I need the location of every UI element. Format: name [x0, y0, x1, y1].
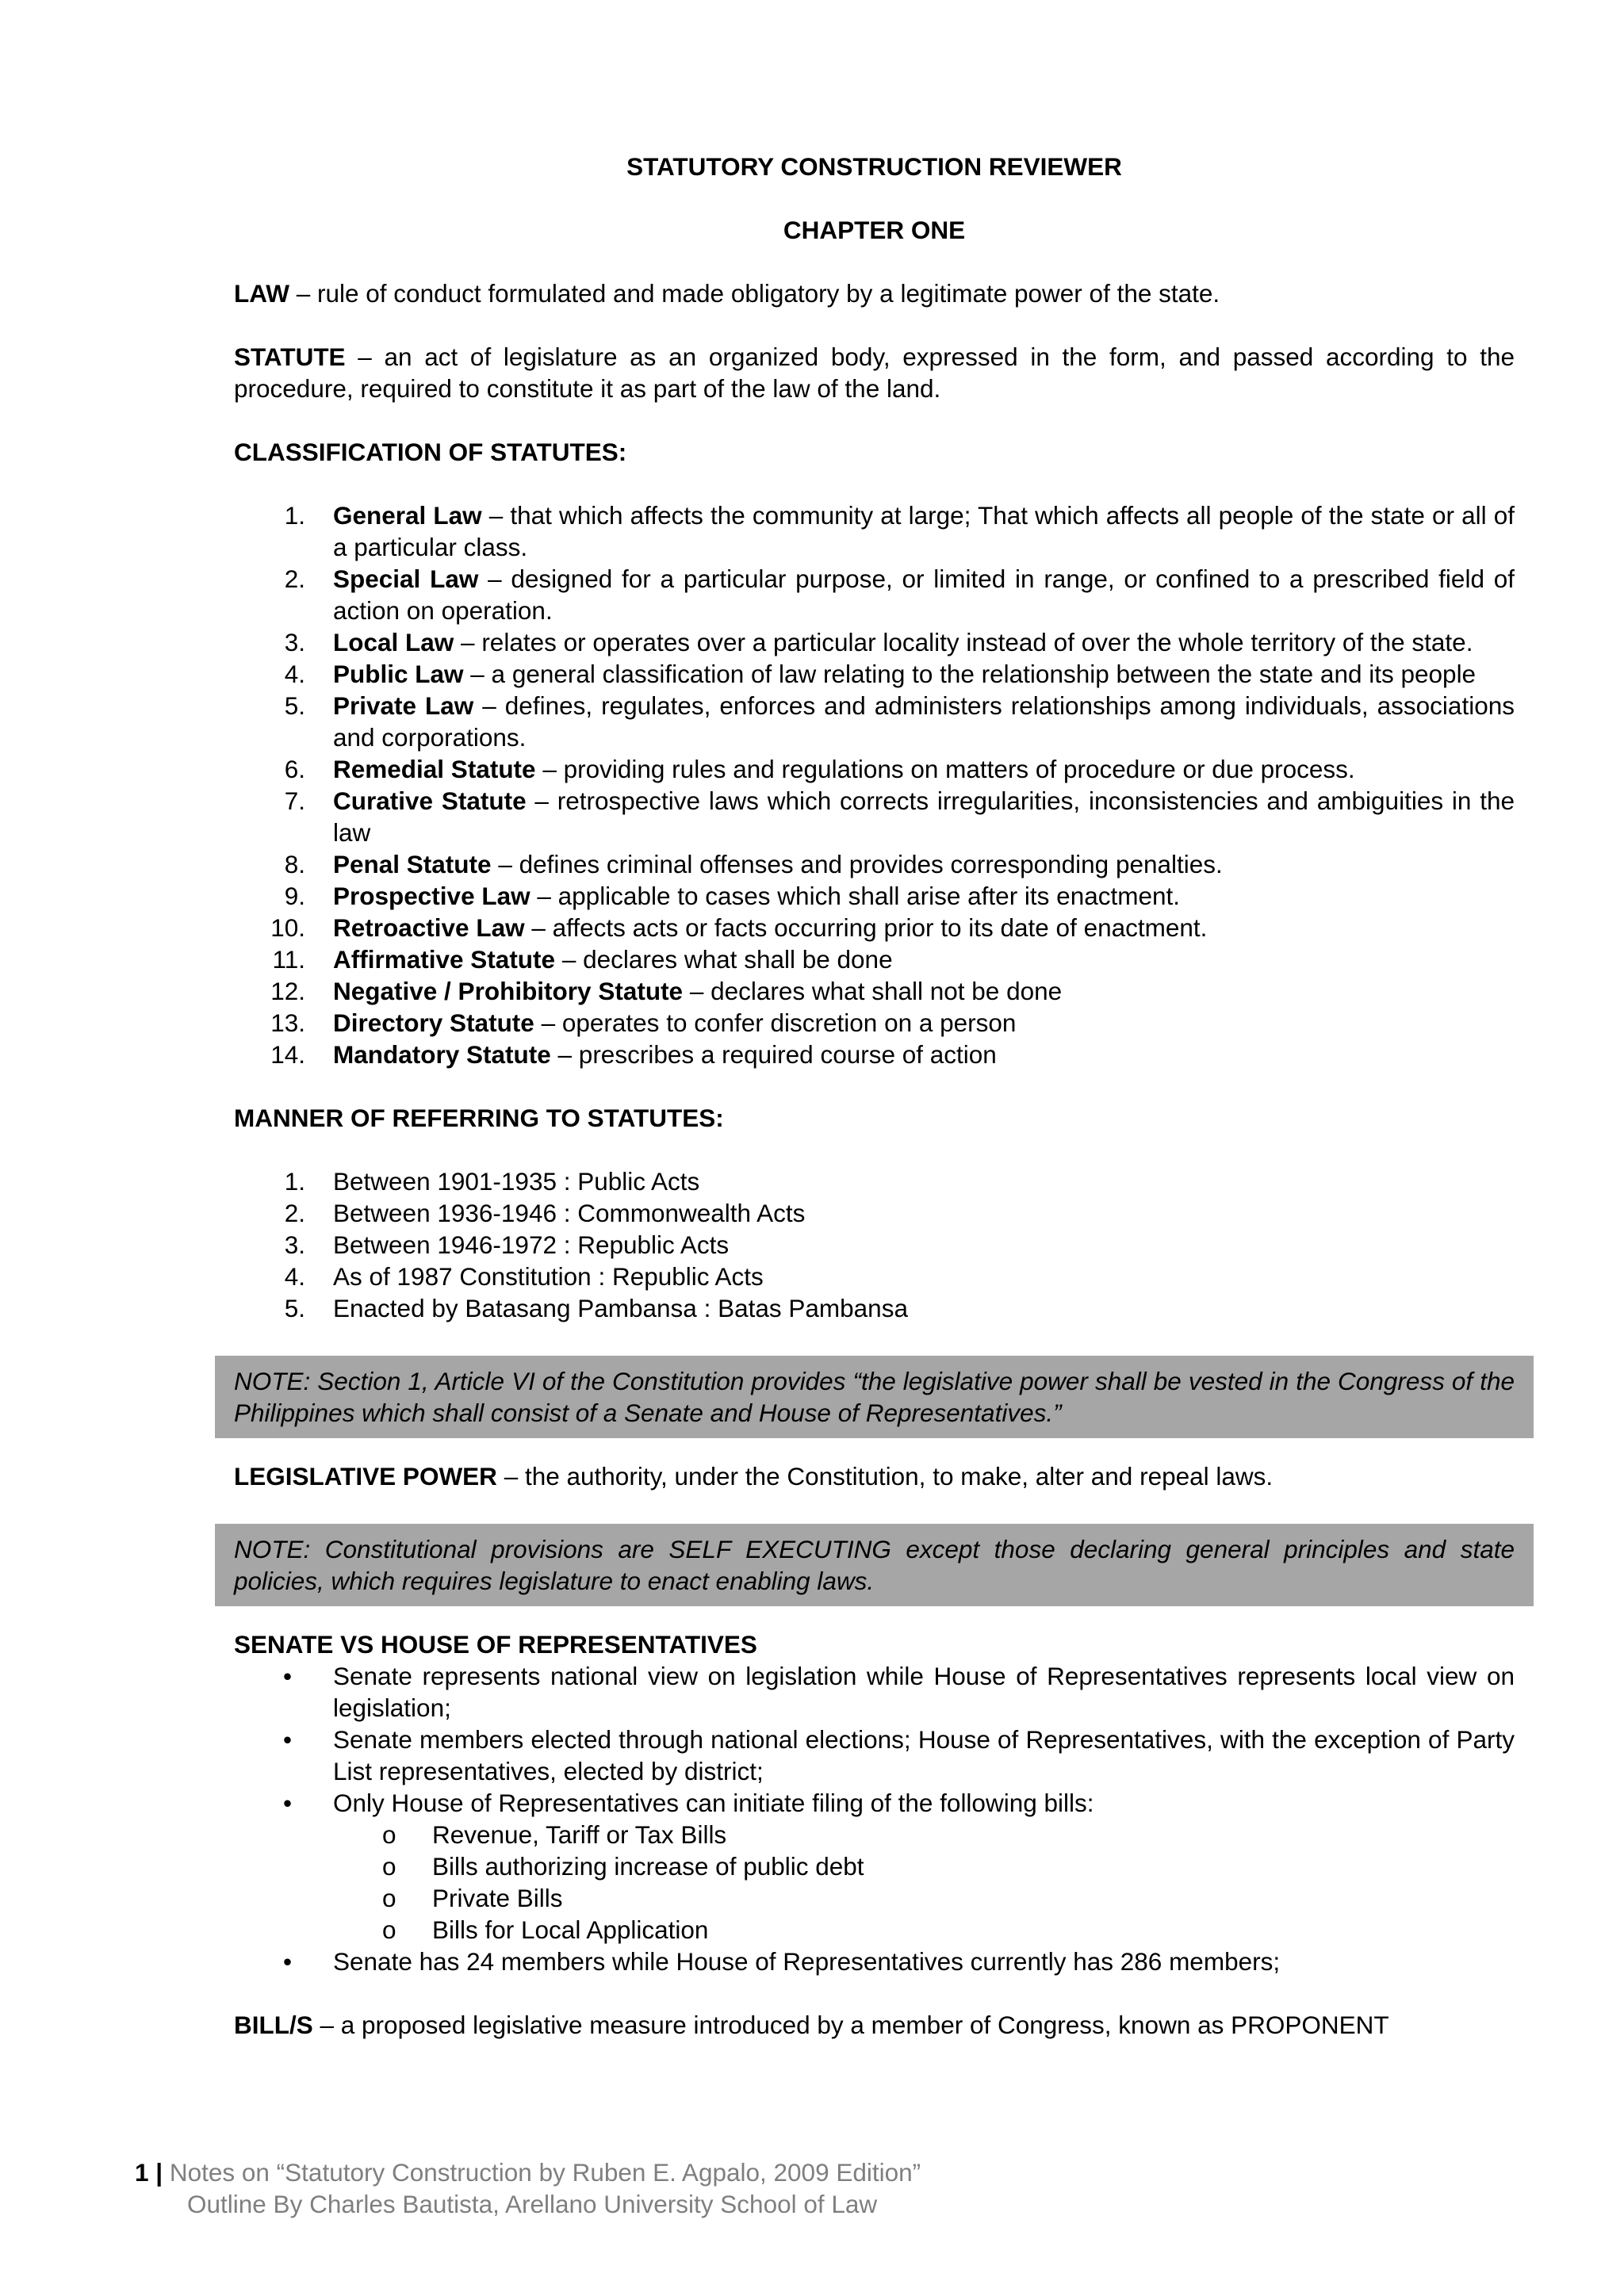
- note-constitution: NOTE: Section 1, Article VI of the Constitution provides “the legislative power shall be vested in the Congress of the Philippines which shall consist of a Senate and House of Representatives.”: [215, 1356, 1534, 1438]
- list-item: [234, 1724, 1515, 1787]
- law-def: – rule of conduct formulated and made obligatory by a legitimate power of the state.: [289, 279, 1220, 308]
- list-item: [234, 563, 1515, 626]
- list-item: [333, 1914, 1515, 1946]
- bills-sublist: [333, 1819, 1515, 1946]
- item-number: 1.: [284, 501, 305, 530]
- manner-list: [234, 1165, 1515, 1324]
- list-item: [234, 1261, 1515, 1292]
- circle-bullet-icon: o: [382, 1820, 396, 1849]
- item-number: 3.: [284, 1230, 305, 1259]
- item-number: 1.: [284, 1167, 305, 1196]
- item-text: Between 1946-1972 : Republic Acts: [333, 1230, 730, 1259]
- item-def: – defines criminal offenses and provides corresponding penalties.: [491, 850, 1223, 878]
- list-item: [234, 1660, 1515, 1724]
- list-item: [234, 1007, 1515, 1039]
- item-term: Private Law: [333, 691, 474, 720]
- list-item: [234, 943, 1515, 975]
- item-term: General Law: [333, 501, 482, 530]
- item-def: – prescribes a required course of action: [550, 1040, 997, 1069]
- item-number: 5.: [284, 1294, 305, 1322]
- item-term: Public Law: [333, 660, 464, 688]
- list-item: [234, 1946, 1515, 1977]
- item-term: Directory Statute: [333, 1008, 534, 1037]
- list-item: [234, 658, 1515, 690]
- list-item: [234, 1197, 1515, 1229]
- item-def: – operates to confer discretion on a person: [534, 1008, 1017, 1037]
- item-def: – a general classification of law relating to the relationship between the state and its people: [463, 660, 1477, 688]
- item-term: Negative / Prohibitory Statute: [333, 977, 684, 1005]
- item-def: – relates or operates over a particular locality instead of over the whole territory of the state.: [454, 628, 1473, 656]
- list-item: [234, 912, 1515, 943]
- bill-definition: [234, 2009, 1515, 2041]
- item-text: Enacted by Batasang Pambansa : Batas Pambansa: [333, 1294, 908, 1322]
- footer-line-2: Outline By Charles Bautista, Arellano University School of Law: [187, 2190, 878, 2218]
- manner-heading: MANNER OF REFERRING TO STATUTES:: [234, 1104, 724, 1132]
- item-number: 5.: [284, 691, 305, 720]
- item-text: Between 1901-1935 : Public Acts: [333, 1167, 700, 1196]
- senate-heading: SENATE VS HOUSE OF REPRESENTATIVES: [234, 1630, 757, 1659]
- bullet-icon: •: [283, 1789, 293, 1817]
- item-number: 9.: [284, 882, 305, 910]
- statute-definition: [234, 341, 1515, 404]
- sub-item-text: Private Bills: [432, 1884, 563, 1912]
- item-def: – retrospective laws which corrects irregularities, inconsistencies and ambiguities in the law: [333, 786, 1515, 847]
- footer-source: Notes on “Statutory Construction by Ruben E. Agpalo, 2009 Edition”: [163, 2158, 921, 2187]
- item-term: Prospective Law: [333, 882, 530, 910]
- page-footer: [135, 2156, 921, 2220]
- item-number: 12.: [270, 977, 305, 1005]
- item-def: – declares what shall not be done: [683, 977, 1063, 1005]
- bullet-text: Senate has 24 members while House of Representatives currently has 286 members;: [333, 1947, 1281, 1976]
- item-number: 6.: [284, 755, 305, 783]
- legislative-power-def: – the authority, under the Constitution, to make, alter and repeal laws.: [496, 1462, 1274, 1490]
- item-number: 14.: [270, 1040, 305, 1069]
- list-item: [234, 1787, 1515, 1946]
- item-def: – providing rules and regulations on matters of procedure or due process.: [535, 755, 1355, 783]
- bullet-text: Senate members elected through national elections; House of Representatives, with the exception of Party List representatives, elected by district;: [333, 1725, 1515, 1785]
- item-number: 4.: [284, 1262, 305, 1291]
- list-item: [333, 1882, 1515, 1914]
- classification-heading: CLASSIFICATION OF STATUTES:: [234, 438, 627, 466]
- list-item: [234, 785, 1515, 848]
- item-number: 2.: [284, 564, 305, 593]
- document-page: [234, 151, 1515, 2072]
- law-definition: [234, 277, 1515, 309]
- sub-item-text: Bills for Local Application: [432, 1915, 709, 1944]
- list-item: [234, 753, 1515, 785]
- list-item: [333, 1819, 1515, 1850]
- item-term: Mandatory Statute: [333, 1040, 551, 1069]
- footer-line-1: [135, 2156, 921, 2188]
- legislative-power-term: LEGISLATIVE POWER: [234, 1462, 497, 1490]
- senate-list: [234, 1660, 1515, 1977]
- item-term: Affirmative Statute: [333, 945, 556, 974]
- page-number: 1 |: [135, 2158, 163, 2187]
- document-title: STATUTORY CONSTRUCTION REVIEWER: [626, 152, 1122, 181]
- list-item: [234, 1039, 1515, 1070]
- list-item: [234, 1165, 1515, 1197]
- chapter-title: CHAPTER ONE: [783, 216, 966, 244]
- law-term: LAW: [234, 279, 289, 308]
- item-term: Penal Statute: [333, 850, 492, 878]
- list-item: [234, 975, 1515, 1007]
- item-number: 2.: [284, 1199, 305, 1227]
- sub-item-text: Bills authorizing increase of public debt: [432, 1852, 864, 1881]
- bullet-text: Only House of Representatives can initiate filing of the following bills:: [333, 1789, 1094, 1817]
- item-text: Between 1936-1946 : Commonwealth Acts: [333, 1199, 806, 1227]
- legislative-power-definition: [234, 1460, 1515, 1492]
- item-def: – applicable to cases which shall arise after its enactment.: [530, 882, 1181, 910]
- bill-term: BILL/S: [234, 2011, 313, 2039]
- bullet-text: Senate represents national view on legislation while House of Representatives represents local view on legislation;: [333, 1662, 1515, 1722]
- circle-bullet-icon: o: [382, 1915, 396, 1944]
- item-number: 11.: [272, 945, 305, 974]
- classification-list: [234, 499, 1515, 1070]
- item-term: Special Law: [333, 564, 479, 593]
- item-def: – that which affects the community at large; That which affects all people of the state or all of a particular class.: [333, 501, 1515, 561]
- item-number: 10.: [270, 913, 305, 942]
- circle-bullet-icon: o: [382, 1852, 396, 1881]
- bullet-icon: •: [283, 1947, 293, 1976]
- item-def: – defines, regulates, enforces and administers relationships among individuals, associations and corporations.: [333, 691, 1515, 752]
- list-item: [234, 626, 1515, 658]
- item-term: Remedial Statute: [333, 755, 536, 783]
- bullet-icon: •: [283, 1725, 293, 1754]
- list-item: [234, 499, 1515, 563]
- list-item: [333, 1850, 1515, 1882]
- circle-bullet-icon: o: [382, 1884, 396, 1912]
- item-def: – designed for a particular purpose, or limited in range, or confined to a prescribed field of action on operation.: [333, 564, 1515, 625]
- statute-term: STATUTE: [234, 342, 346, 371]
- item-term: Curative Statute: [333, 786, 527, 815]
- item-number: 7.: [284, 786, 305, 815]
- item-number: 4.: [284, 660, 305, 688]
- item-number: 8.: [284, 850, 305, 878]
- statute-def: – an act of legislature as an organized body, expressed in the form, and passed according to the procedure, required to constitute it as part of the law of the land.: [234, 342, 1515, 403]
- list-item: [234, 690, 1515, 753]
- list-item: [234, 1229, 1515, 1261]
- bullet-icon: •: [283, 1662, 293, 1690]
- list-item: [234, 848, 1515, 880]
- item-def: – declares what shall be done: [555, 945, 893, 974]
- item-def: – affects acts or facts occurring prior to its date of enactment.: [524, 913, 1208, 942]
- bill-def: – a proposed legislative measure introduced by a member of Congress, known as PROPONENT: [312, 2011, 1389, 2039]
- list-item: [234, 1292, 1515, 1324]
- list-item: [234, 880, 1515, 912]
- item-number: 13.: [270, 1008, 305, 1037]
- item-text: As of 1987 Constitution : Republic Acts: [333, 1262, 764, 1291]
- item-term: Local Law: [333, 628, 454, 656]
- sub-item-text: Revenue, Tariff or Tax Bills: [432, 1820, 727, 1849]
- item-number: 3.: [284, 628, 305, 656]
- note-self-executing: NOTE: Constitutional provisions are SELF EXECUTING except those declaring general principles and state policies, which requires legislature to enact enabling laws.: [215, 1524, 1534, 1606]
- item-term: Retroactive Law: [333, 913, 525, 942]
